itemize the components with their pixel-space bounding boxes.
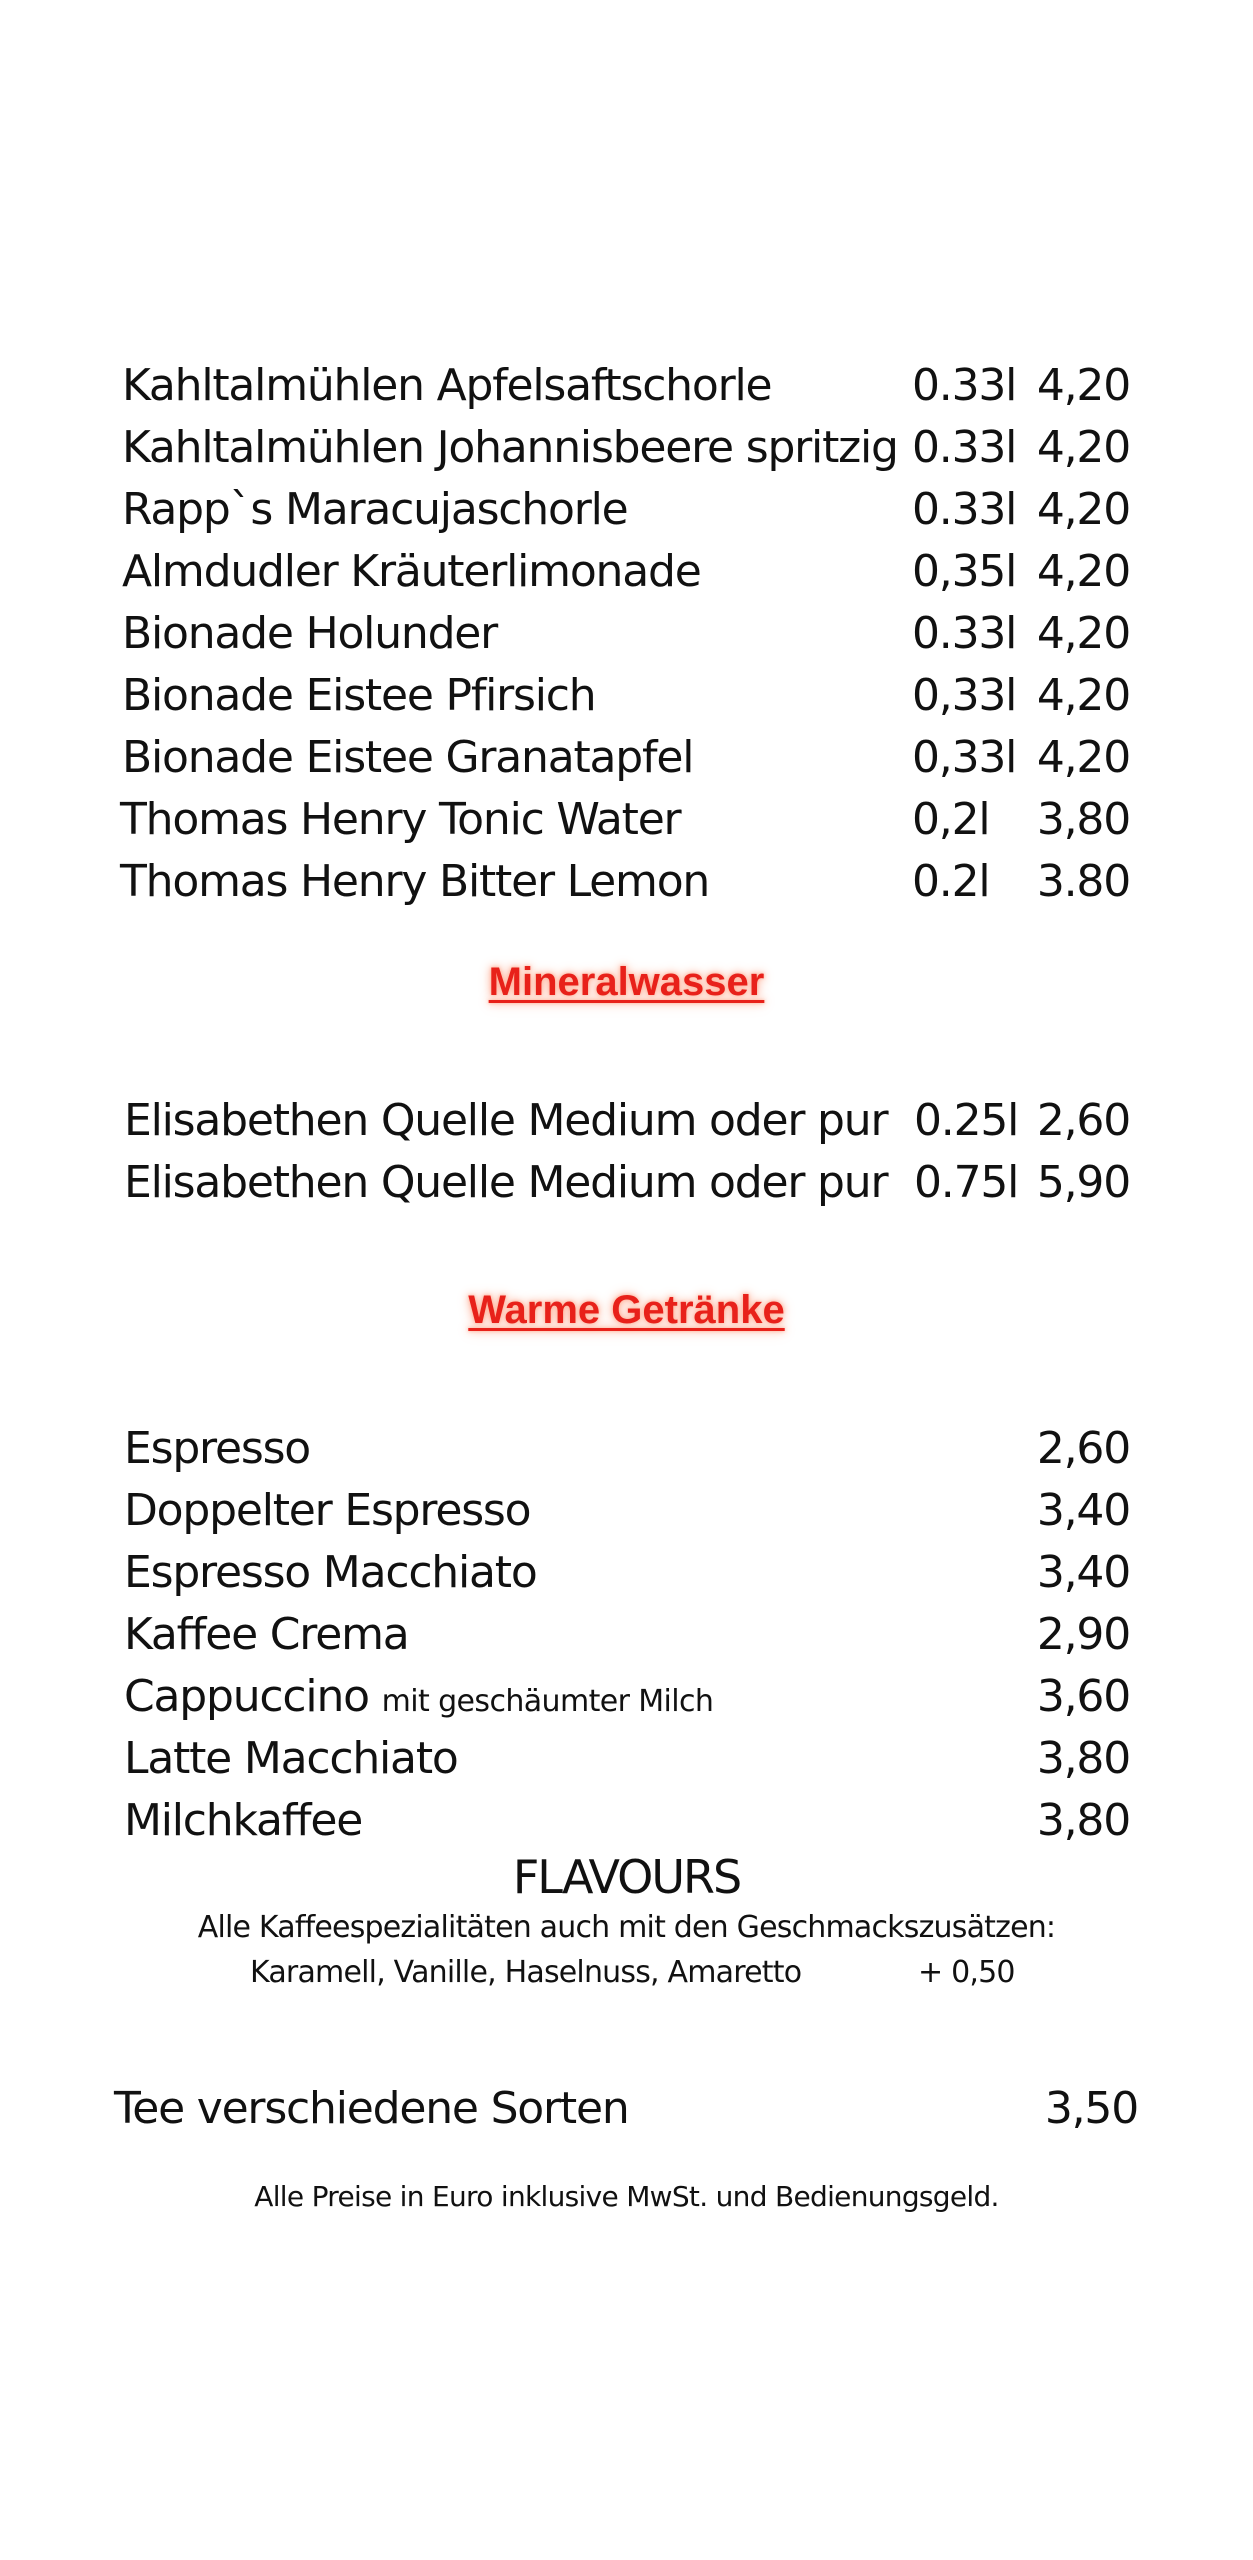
item-price: 4,20 xyxy=(1036,422,1130,473)
item-size: 0,35l xyxy=(912,546,1017,597)
item-size: 0.33l xyxy=(912,422,1017,473)
menu-item xyxy=(124,1542,1130,1604)
item-name: Elisabethen Quelle Medium oder pur xyxy=(124,1157,888,1208)
item-name: Tee verschiedene Sorten xyxy=(114,2083,629,2134)
item-name: Espresso xyxy=(124,1423,311,1474)
menu-item xyxy=(124,1790,1130,1852)
menu-item xyxy=(124,1728,1130,1790)
menu-item xyxy=(124,1666,1130,1728)
item-size: 0,33l xyxy=(912,732,1017,783)
menu-item xyxy=(122,665,1130,727)
menu-item xyxy=(124,1480,1130,1542)
flavours-list: Karamell, Vanille, Haselnuss, Amaretto xyxy=(250,1955,802,1990)
menu-item xyxy=(124,1418,1130,1480)
item-price: 3,50 xyxy=(1044,2083,1138,2134)
menu-item xyxy=(124,1090,1130,1152)
price-disclaimer: Alle Preise in Euro inklusive MwSt. und Bedienungsgeld. xyxy=(254,2180,999,2213)
item-name: Bionade Eistee Pfirsich xyxy=(122,670,596,721)
flavours-description: Alle Kaffeespezialitäten auch mit den Geschmackszusätzen: xyxy=(197,1910,1056,1945)
item-name: Doppelter Espresso xyxy=(124,1485,531,1536)
item-price: 4,20 xyxy=(1036,484,1130,535)
section-title-mineralwasser: Mineralwasser xyxy=(488,960,765,1004)
menu-item xyxy=(120,789,1130,851)
item-price: 3,80 xyxy=(1036,1733,1130,1784)
item-price: 3.80 xyxy=(1036,856,1130,907)
item-size: 0,33l xyxy=(912,670,1017,721)
item-name: Rapp`s Maracujaschorle xyxy=(122,484,628,535)
item-price: 3,80 xyxy=(1036,1795,1130,1846)
item-name: Kahltalmühlen Apfelsaftschorle xyxy=(122,360,772,411)
item-price: 3,40 xyxy=(1036,1547,1130,1598)
item-price: 3,80 xyxy=(1036,794,1130,845)
item-size: 0.33l xyxy=(912,484,1017,535)
menu-item xyxy=(122,541,1130,603)
menu-item xyxy=(124,1604,1130,1666)
item-name: Kaffee Crema xyxy=(124,1609,409,1660)
item-size: 0.75l xyxy=(914,1157,1019,1208)
item-size: 0.33l xyxy=(912,360,1017,411)
flavours-title: FLAVOURS xyxy=(512,1850,741,1904)
item-price: 2,60 xyxy=(1036,1423,1130,1474)
item-name-text: Cappuccino xyxy=(124,1671,369,1722)
item-price: 3,40 xyxy=(1036,1485,1130,1536)
item-size: 0.25l xyxy=(914,1095,1019,1146)
item-price: 4,20 xyxy=(1036,670,1130,721)
item-price: 4,20 xyxy=(1036,360,1130,411)
menu-item xyxy=(124,1152,1130,1214)
menu-item xyxy=(122,417,1130,479)
item-size: 0,2l xyxy=(912,794,990,845)
menu-item xyxy=(122,355,1130,417)
item-name: Milchkaffee xyxy=(124,1795,363,1846)
menu-item xyxy=(122,603,1130,665)
section-title-warme-getraenke: Warme Getränke xyxy=(468,1288,785,1332)
item-name: Thomas Henry Bitter Lemon xyxy=(120,856,710,907)
item-size: 0.33l xyxy=(912,608,1017,659)
item-name: Kahltalmühlen Johannisbeere spritzig xyxy=(122,422,898,473)
item-note: mit geschäumter Milch xyxy=(381,1684,714,1719)
item-price: 4,20 xyxy=(1036,608,1130,659)
menu-item xyxy=(120,851,1130,913)
menu-item xyxy=(122,727,1130,789)
item-name: Latte Macchiato xyxy=(124,1733,458,1784)
item-price: 3,60 xyxy=(1036,1671,1130,1722)
item-price: 5,90 xyxy=(1036,1157,1130,1208)
item-size: 0.2l xyxy=(912,856,990,907)
item-price: 4,20 xyxy=(1036,732,1130,783)
menu-item-tea xyxy=(114,2078,1138,2140)
flavours-extra-price: + 0,50 xyxy=(918,1955,1015,1990)
item-name: Almdudler Kräuterlimonade xyxy=(122,546,701,597)
item-price: 2,60 xyxy=(1036,1095,1130,1146)
item-name: Elisabethen Quelle Medium oder pur xyxy=(124,1095,888,1146)
menu-item xyxy=(122,479,1130,541)
item-name: Thomas Henry Tonic Water xyxy=(120,794,681,845)
item-name: Espresso Macchiato xyxy=(124,1547,537,1598)
item-price: 4,20 xyxy=(1036,546,1130,597)
item-name: Bionade Holunder xyxy=(122,608,498,659)
item-name: Bionade Eistee Granatapfel xyxy=(122,732,694,783)
item-price: 2,90 xyxy=(1036,1609,1130,1660)
